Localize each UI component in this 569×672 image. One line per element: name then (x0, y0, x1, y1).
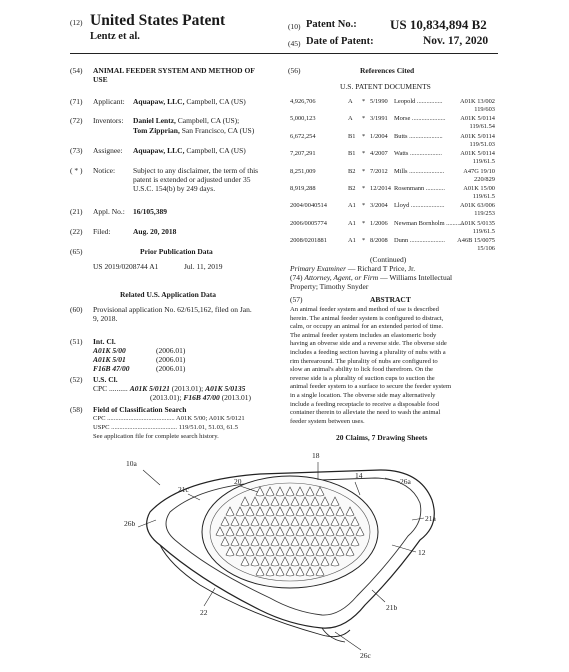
prior-pub: US 2019/0208744 A1 (93, 262, 159, 271)
label-22: 22 (200, 608, 208, 617)
uscl-code: (52) (70, 375, 83, 384)
ref-class-secondary: 119/61.5 (472, 193, 495, 200)
ref-class: A01K 5/0135 (460, 219, 495, 227)
ref-number: 6,672,254 (290, 132, 316, 140)
label-21a: 21a (425, 514, 436, 523)
ref-number: 2006/0005774 (290, 219, 327, 227)
ref-class-secondary: 119/603 (474, 106, 495, 113)
intcl-code: (51) (70, 337, 83, 346)
filed-date: Aug. 20, 2018 (133, 227, 177, 236)
ref-star: * (362, 237, 366, 245)
abstract-line: in a single location. The obverse side may alternatively (290, 391, 436, 399)
ref-star: * (362, 202, 366, 210)
ref-kind: B2 (348, 167, 356, 175)
abstract-line: rim therearound. The plurality of nubs are configured to (290, 357, 438, 365)
ref-class: A01K 5/0114 (460, 132, 495, 140)
abstract-line: animal feeder system to a surface to secure the feeder system (290, 383, 452, 391)
intcl-year-1: (2006.01) (156, 346, 186, 355)
us-docs-title: U.S. PATENT DOCUMENTS (340, 82, 431, 91)
intcl-label: Int. Cl. (93, 337, 116, 346)
cpc-label: CPC .......... (93, 384, 128, 393)
applicant-name: Aquapaw, LLC, (133, 97, 185, 106)
related-title: Related U.S. Application Data (120, 290, 217, 299)
notice-line-2: patent is extended or adjusted under 35 (133, 175, 251, 184)
ref-kind: B1 (348, 150, 356, 158)
inventor-short: Lentz et al. (90, 31, 140, 42)
filed-label: Filed: (93, 227, 111, 236)
field-code: (58) (70, 405, 83, 414)
ref-kind: A1 (348, 202, 356, 210)
appl-label: Appl. No.: (93, 207, 125, 216)
document-title: United States Patent (90, 12, 226, 29)
ref-star: * (362, 132, 366, 140)
abstract-line: feeder system between uses. (290, 417, 365, 425)
inventor-2-location: San Francisco, CA (US) (181, 126, 255, 135)
cpc-class-1: A01K 5/0121 (129, 384, 170, 393)
notice-line-1: Subject to any disclaimer, the term of this (133, 166, 259, 175)
refs-title: References Cited (360, 66, 415, 75)
ref-kind: A1 (348, 219, 356, 227)
ref-number: 5,000,123 (290, 115, 316, 123)
ref-class: A01K 15/00 (463, 185, 495, 192)
ref-star: * (362, 98, 366, 105)
label-10a: 10a (126, 459, 137, 468)
ref-date: 1/2006 (370, 219, 388, 227)
attorney-label: Attorney, Agent, or Firm (304, 273, 379, 282)
ref-class-secondary: 220/829 (474, 175, 495, 183)
ref-kind: A (348, 98, 353, 105)
title-code: (54) (70, 66, 83, 75)
ref-date: 5/1990 (370, 98, 388, 105)
ref-date: 7/2012 (370, 167, 388, 175)
examiner-label: Primary Examiner (290, 264, 347, 273)
date-label: Date of Patent: (306, 36, 374, 47)
label-26b: 26b (124, 519, 136, 528)
ref-name: Watts .................... (394, 150, 442, 158)
ref-number: 8,251,009 (290, 167, 316, 175)
intcl-class-1: A01K 5/00 (93, 346, 126, 355)
continued-label: (Continued) (370, 255, 407, 264)
field-uspc: USPC ........................................ 119/51.01, 51.03, 61.5 (93, 424, 239, 431)
intcl-year-2: (2006.01) (156, 355, 186, 364)
field-label: Field of Classification Search (93, 405, 187, 414)
notice-label: Notice: (93, 166, 116, 175)
label-26a: 26a (400, 477, 411, 486)
prior-title: Prior Publication Data (140, 247, 213, 256)
field-note: See application file for complete search history. (93, 433, 219, 440)
pub-type-code: (12) (70, 18, 83, 27)
ref-class-secondary: 119/51.03 (469, 140, 495, 148)
ref-name: Morse ..................... (394, 115, 446, 123)
abstract-line: having an obverse side and a reverse side. The obverse side (290, 340, 447, 348)
ref-class: A01K 13/002 (460, 98, 495, 105)
notice-line-3: U.S.C. 154(b) by 249 days. (133, 184, 216, 193)
label-18: 18 (312, 451, 320, 460)
prior-date: Jul. 11, 2019 (184, 262, 223, 271)
ref-name: Mills ...................... (394, 167, 445, 175)
ref-star: * (362, 115, 366, 123)
appl-number: 16/105,389 (133, 207, 167, 216)
label-21c: 21c (178, 485, 189, 494)
ref-name: Leopold ................ (394, 98, 443, 105)
cpc-class-3: F16B 47/00 (183, 393, 220, 402)
ref-kind: B1 (348, 132, 356, 140)
ref-kind: A (348, 115, 353, 123)
inventor-1-location: Campbell, CA (US); (177, 116, 240, 125)
assignee-label: Assignee: (93, 146, 123, 155)
attorney-name: — Williams Intellectual (380, 273, 453, 282)
appl-code: (21) (70, 207, 83, 216)
ref-class-secondary: 15/106 (477, 245, 495, 253)
inventors-label: Inventors: (93, 116, 124, 125)
attorney-code: (74) (290, 273, 303, 282)
assignee-code: (73) (70, 146, 83, 155)
field-cpc: CPC ......................................... A01K 5/00; A01K 5/0121 (93, 415, 245, 422)
label-20: 20 (234, 477, 242, 486)
ref-name: Butts ..................... (394, 132, 443, 140)
inventor-1-name: Daniel Lentz, (133, 116, 176, 125)
abstract-line: slow an animal's ability to lick food therefrom. On the (290, 366, 433, 374)
ref-class: A01K 5/0114 (460, 150, 495, 158)
applicant-label: Applicant: (93, 97, 125, 106)
cpc-year-2: (2013.01); (150, 393, 182, 402)
inventor-2-name: Tom Zipprian, (133, 126, 180, 135)
abstract-line: calm, or occupy an animal for an extended period of time. (290, 323, 444, 331)
assignee-name: Aquapaw, LLC, (133, 146, 185, 155)
ref-number: 8,919,288 (290, 185, 316, 192)
label-14: 14 (355, 471, 363, 480)
ref-name: Lloyd ..................... (394, 202, 445, 210)
cpc-year-1: (2013.01); (171, 384, 204, 393)
intcl-class-3: F16B 47/00 (93, 364, 130, 373)
inventors-code: (72) (70, 116, 83, 125)
ref-class-secondary: 119/61.5 (472, 227, 495, 235)
abstract-title: ABSTRACT (370, 295, 411, 304)
ref-number: 2008/0201881 (290, 237, 327, 245)
ref-date: 8/2008 (370, 237, 388, 245)
prov-line-1: Provisional application No. 62/615,162, filed on Jan. (93, 305, 252, 314)
ref-class-secondary: 119/61.54 (469, 123, 495, 131)
patent-number: US 10,834,894 B2 (390, 17, 487, 32)
abstract-line: An animal feeder system and method of use is described (290, 306, 439, 313)
label-26c: 26c (360, 651, 371, 660)
ref-date: 1/2004 (370, 132, 388, 140)
invention-title: ANIMAL FEEDER SYSTEM AND METHOD OF USE (93, 66, 255, 84)
intcl-year-3: (2006.01) (156, 364, 186, 373)
label-12: 12 (418, 548, 426, 557)
ref-name: Newman Bornholm ........... (394, 219, 464, 227)
filed-code: (22) (70, 227, 83, 236)
label-21b: 21b (386, 603, 398, 612)
claims-summary: 20 Claims, 7 Drawing Sheets (336, 433, 428, 442)
applicant-location: Campbell, CA (US) (186, 97, 246, 106)
ref-date: 3/2004 (370, 202, 388, 210)
abstract-line: The animal feeder system includes an elastomeric body (290, 331, 437, 339)
abstract-line: include a feeding receptacle to receive a disposable food (290, 400, 440, 408)
prior-code: (65) (70, 247, 83, 256)
ref-star: * (362, 167, 366, 175)
ref-name: Rosenmann ............ (394, 185, 445, 192)
ref-class: A47G 19/10 (463, 167, 495, 175)
ref-number: 4,926,706 (290, 98, 316, 105)
cpc-year-3: (2013.01) (221, 393, 252, 402)
ref-kind: A1 (348, 237, 356, 245)
ref-name: Dunn ...................... (394, 237, 445, 245)
ref-star: * (362, 219, 366, 227)
patent-date: Nov. 17, 2020 (423, 35, 489, 47)
cpc-class-2: A01K 5/0135 (205, 384, 246, 393)
ref-class: A01K 63/006 (460, 202, 495, 210)
ref-star: * (362, 185, 366, 192)
date-code: (45) (288, 39, 301, 48)
ref-kind: B2 (348, 185, 356, 192)
examiner-name: — Richard T Price, Jr. (347, 264, 416, 273)
ref-date: 4/2007 (370, 150, 388, 158)
ref-star: * (362, 150, 366, 158)
attorney-line-2: Property; Timothy Snyder (290, 282, 369, 291)
notice-code: ( * ) (70, 166, 83, 175)
ref-class-secondary: 119/253 (474, 210, 495, 218)
applicant-code: (71) (70, 97, 83, 106)
abstract-line: container therein to alleviate the need to wash the animal (290, 409, 441, 417)
ref-class-secondary: 119/61.5 (472, 158, 495, 166)
patent-no-code: (10) (288, 22, 301, 31)
abstract-line: herein. The animal feeder system is configured to distract, (290, 314, 444, 322)
ref-class: A01K 5/0114 (460, 115, 495, 123)
patent-no-label: Patent No.: (306, 19, 357, 30)
refs-code: (56) (288, 66, 301, 75)
abstract-code: (57) (290, 295, 303, 304)
uscl-label: U.S. Cl. (93, 375, 118, 384)
prov-code: (60) (70, 305, 83, 314)
abstract-line: includes a feeding section having a plurality of nubs with a (290, 348, 446, 356)
ref-class: A46B 15/0075 (457, 237, 495, 245)
prov-line-2: 9, 2018. (93, 314, 118, 323)
assignee-location: Campbell, CA (US) (186, 146, 246, 155)
ref-number: 7,207,291 (290, 150, 316, 158)
ref-date: 3/1991 (370, 115, 388, 123)
abstract-line: reverse side is a plurality of suction cups to suction the (290, 374, 435, 382)
ref-date: 12/2014 (370, 185, 391, 192)
intcl-class-2: A01K 5/01 (93, 355, 126, 364)
ref-number: 2004/0040514 (290, 202, 327, 210)
